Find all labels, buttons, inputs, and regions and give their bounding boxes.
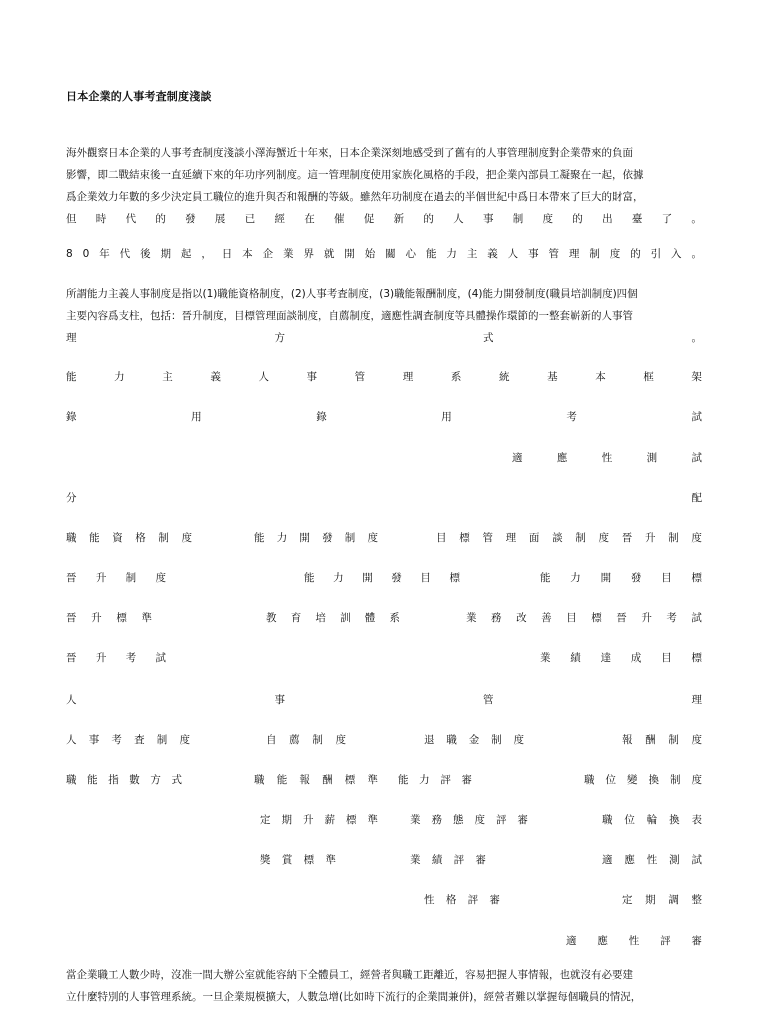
spread-glyph: 位	[624, 813, 635, 826]
spread-glyph: 。	[691, 332, 702, 344]
spread-glyph: 晉	[66, 571, 77, 584]
spread-glyph: 人	[66, 733, 77, 746]
spread-glyph: 在	[304, 213, 315, 225]
framework-cell	[66, 647, 166, 667]
spread-glyph: 引	[650, 248, 662, 260]
framework-cell	[266, 729, 346, 749]
spread-glyph: 升	[641, 611, 652, 624]
spread-glyph: 促	[363, 213, 375, 225]
spread-glyph: 統	[498, 370, 510, 383]
spread-glyph: 升	[91, 611, 102, 624]
spread-glyph: 度	[598, 531, 610, 544]
spread-glyph: 試	[691, 451, 702, 464]
spread-glyph: 關	[385, 248, 396, 260]
spread-glyph: 業	[466, 611, 477, 624]
framework-cell	[584, 769, 702, 789]
spread-glyph: 力	[570, 571, 581, 584]
paragraph-line: 海外觀察日本企業的人事考査制度淺談小澤海蟹近十年來，日本企業深刻地感受到了舊有的人事管理制度對企業帶來的負面	[66, 147, 633, 159]
spread-glyph: 數	[129, 773, 140, 786]
spread-glyph: 入	[671, 248, 682, 260]
spread-glyph: 換	[669, 813, 680, 826]
spread-glyph: 性	[646, 853, 658, 866]
spread-glyph: 評	[660, 934, 671, 947]
spread-glyph: 考	[125, 651, 137, 664]
spread-glyph: 系	[389, 611, 400, 624]
spread-glyph: 了	[661, 213, 673, 225]
spread-glyph: 開	[344, 248, 355, 260]
framework-cell	[66, 527, 192, 547]
spread-glyph: 0	[82, 248, 90, 260]
spread-glyph: 標	[116, 611, 127, 624]
paragraph-line: 爲企業效力年數的多少決定員工職位的進升與否和報酬的等級。雖然年功制度在過去的半個世紀中爲日本帶來了巨大的財富，	[66, 191, 644, 203]
spread-glyph: 出	[602, 213, 613, 225]
spread-glyph: 力	[114, 370, 125, 383]
spread-glyph: 自	[266, 733, 277, 746]
spread-glyph: 代	[119, 248, 131, 260]
spread-glyph: 應	[556, 451, 568, 464]
spread-glyph: 起	[180, 248, 192, 260]
spread-glyph: 。	[691, 248, 702, 260]
spread-glyph: 事	[528, 248, 539, 260]
spread-glyph: 評	[453, 853, 465, 866]
spread-glyph: 目	[661, 571, 672, 584]
spread-glyph: 的	[630, 248, 641, 260]
framework-cell	[602, 809, 702, 829]
spread-glyph: 度	[513, 733, 524, 746]
spread-glyph: 能	[540, 571, 551, 584]
spread-glyph: 就	[323, 248, 335, 260]
spread-glyph: 標	[346, 813, 357, 826]
framework-cell: 錄	[66, 410, 77, 423]
spread-glyph: 談	[552, 531, 563, 544]
spread-glyph: 事	[482, 213, 494, 225]
spread-glyph: 本	[595, 370, 606, 383]
framework-cell	[410, 809, 528, 829]
spread-glyph: 度	[367, 531, 378, 544]
spread-glyph: 界	[303, 248, 314, 260]
spread-glyph: 代	[125, 213, 137, 225]
spread-glyph: 能	[276, 773, 288, 786]
spread-glyph: 賞	[281, 853, 293, 866]
spread-glyph: 發	[391, 571, 402, 584]
spread-glyph: 期	[281, 813, 292, 826]
framework-cell	[398, 769, 472, 789]
framework-cell: 人	[66, 693, 77, 706]
intro-paragraph	[66, 142, 702, 230]
spread-glyph: 報	[622, 733, 633, 746]
spread-glyph: 理	[505, 531, 517, 544]
framework-cell: 試	[691, 410, 702, 423]
spread-glyph: 管	[482, 531, 493, 544]
paragraph-line: 當企業職工人數少時，沒准一間大辦公室就能容納下全體員工，經營者與職工距離近，容易把握人事情報，也就沒有必要建	[66, 969, 633, 981]
framework-heading	[66, 366, 702, 386]
document-title: 日本企業的人事考査制度淺談	[66, 90, 212, 103]
spread-glyph: 升	[95, 571, 107, 584]
spread-glyph: 度	[542, 213, 553, 225]
framework-cell	[602, 849, 702, 869]
spread-glyph: 開	[600, 571, 612, 584]
spread-glyph: 後	[140, 248, 151, 260]
spread-glyph: 制	[575, 531, 586, 544]
spread-glyph: 制	[668, 733, 679, 746]
spread-glyph: 晉	[616, 611, 627, 624]
spread-glyph: 的	[155, 213, 166, 225]
spread-glyph: 報	[299, 773, 310, 786]
framework-cell	[66, 729, 190, 749]
spread-glyph: 目	[436, 531, 447, 544]
spread-glyph: 升	[644, 531, 656, 544]
spread-glyph: 制	[156, 733, 168, 746]
spread-glyph: 發	[630, 571, 642, 584]
spread-glyph: 晉	[66, 611, 77, 624]
spread-glyph: 期	[645, 893, 656, 906]
spread-glyph: 主	[162, 370, 173, 383]
spread-glyph: 展	[214, 213, 226, 225]
spread-glyph: 調	[668, 893, 679, 906]
spread-glyph: 測	[646, 451, 658, 464]
spread-glyph: 職	[446, 733, 457, 746]
spread-glyph: 輪	[646, 813, 658, 826]
spread-glyph: 態	[453, 813, 464, 826]
framework-cell: 用	[191, 410, 202, 423]
spread-glyph: 度	[474, 813, 485, 826]
spread-glyph: 績	[431, 853, 443, 866]
spread-glyph: 制	[125, 571, 137, 584]
spread-glyph: 務	[431, 813, 442, 826]
spread-glyph: 格	[135, 531, 146, 544]
spread-glyph: 系	[450, 370, 462, 383]
framework-cell: 用	[441, 410, 452, 423]
spread-glyph: 能	[87, 773, 98, 786]
spread-glyph: 業	[283, 248, 294, 260]
framework-cell	[436, 527, 702, 547]
spread-glyph: 日	[221, 248, 233, 260]
spread-glyph: 業	[540, 651, 551, 664]
spread-glyph: 事	[306, 370, 318, 383]
spread-glyph: 試	[691, 853, 702, 866]
spread-glyph: 架	[691, 370, 702, 383]
spread-glyph: 發	[322, 531, 333, 544]
spread-glyph: 訓	[340, 611, 351, 624]
spread-glyph: 培	[315, 611, 326, 624]
spread-glyph: 本	[242, 248, 253, 260]
spread-glyph: 目	[420, 571, 431, 584]
spread-glyph: 目	[661, 651, 672, 664]
spread-glyph: 度	[335, 733, 346, 746]
definition-paragraph	[66, 283, 702, 349]
spread-glyph: 目	[566, 611, 577, 624]
spread-glyph: 定	[622, 893, 633, 906]
spread-glyph: 但	[66, 213, 77, 225]
framework-cell	[260, 809, 378, 829]
spread-glyph: 定	[260, 813, 271, 826]
framework-cell	[424, 729, 524, 749]
framework-cell	[260, 849, 336, 869]
spread-glyph: 義	[487, 248, 498, 260]
spread-glyph: 新	[393, 213, 405, 225]
spread-glyph: 績	[570, 651, 581, 664]
spread-glyph: 理	[66, 332, 77, 344]
spread-glyph: 性	[424, 893, 435, 906]
spread-glyph: 標	[591, 611, 602, 624]
spread-glyph: 審	[691, 934, 702, 947]
spread-glyph: 標	[691, 651, 702, 664]
framework-aptitude-test	[512, 447, 702, 467]
spread-glyph: 標	[449, 571, 460, 584]
eighties-paragraph	[66, 243, 702, 265]
spread-glyph: 能	[89, 531, 100, 544]
closing-paragraph	[66, 964, 702, 1008]
framework-cell	[466, 607, 702, 627]
spread-glyph: 職	[66, 531, 77, 544]
spread-glyph: 。	[691, 213, 702, 225]
framework-cell	[66, 769, 182, 789]
spread-glyph: 度	[609, 248, 621, 260]
spread-glyph: 試	[691, 611, 702, 624]
framework-cell	[622, 729, 702, 749]
spread-glyph: 理	[402, 370, 414, 383]
spread-glyph: 體	[364, 611, 376, 624]
spread-glyph: 力	[333, 571, 344, 584]
spread-glyph: 主	[466, 248, 478, 260]
spread-glyph: 換	[648, 773, 659, 786]
spread-glyph: 度	[691, 773, 702, 786]
framework-cell	[266, 607, 400, 627]
spread-glyph: 務	[491, 611, 502, 624]
spread-glyph: 制	[344, 531, 356, 544]
paragraph-line	[66, 243, 702, 265]
spread-glyph: 業	[410, 853, 421, 866]
spread-glyph: 制	[158, 531, 169, 544]
spread-glyph: 度	[155, 571, 166, 584]
spread-glyph: 期	[160, 248, 171, 260]
spread-glyph: 理	[568, 248, 580, 260]
framework-cell: 事	[274, 693, 285, 706]
framework-cell: 管	[483, 693, 494, 706]
spread-glyph: 力	[419, 773, 430, 786]
spread-glyph: 査	[134, 733, 145, 746]
framework-cell	[622, 889, 702, 909]
spread-glyph: 式	[483, 332, 494, 344]
spread-glyph: 度	[691, 531, 702, 544]
framework-cell	[304, 567, 460, 587]
spread-glyph: 管	[548, 248, 559, 260]
spread-glyph: 性	[601, 451, 613, 464]
spread-glyph: 成	[630, 651, 642, 664]
framework-cell	[540, 647, 702, 667]
spread-glyph: 始	[364, 248, 376, 260]
spread-glyph: 力	[446, 248, 457, 260]
paragraph-line: 影響，即二戰結束後一直延續下來的年功序列制度。這一管理制度使用家族化風格的手段，把企業內部員工凝聚在一起，依據	[66, 169, 644, 181]
spread-glyph: 人	[507, 248, 519, 260]
spread-glyph: 薪	[324, 813, 335, 826]
spread-glyph: 事	[88, 733, 100, 746]
spread-glyph: 的	[572, 213, 583, 225]
spread-glyph: 業	[410, 813, 421, 826]
spread-glyph: 的	[423, 213, 434, 225]
spread-glyph: 力	[276, 531, 288, 544]
spread-glyph: 達	[600, 651, 612, 664]
spread-glyph: 面	[528, 531, 540, 544]
spread-glyph: 適	[566, 934, 577, 947]
framework-cell	[540, 567, 702, 587]
spread-glyph: 準	[367, 813, 378, 826]
spread-glyph: 心	[405, 248, 417, 260]
framework-cell	[254, 769, 378, 789]
spread-glyph: 式	[171, 773, 182, 786]
spread-glyph: 準	[367, 773, 378, 786]
spread-glyph: 審	[461, 773, 472, 786]
spread-glyph: 8	[66, 248, 73, 260]
spread-glyph: 考	[666, 611, 677, 624]
spread-glyph: 義	[210, 370, 221, 383]
spread-glyph: 試	[155, 651, 166, 664]
spread-glyph: 教	[266, 611, 277, 624]
framework-cell	[66, 567, 166, 587]
spread-glyph: 變	[627, 773, 638, 786]
spread-glyph: 退	[424, 733, 435, 746]
framework-row-allocation	[66, 487, 702, 507]
spread-glyph: 審	[517, 813, 528, 826]
spread-glyph: 度	[691, 733, 702, 746]
spread-glyph: 已	[244, 213, 256, 225]
spread-glyph: 能	[398, 773, 409, 786]
spread-glyph: 人	[453, 213, 464, 225]
paragraph-line: 立什麼特別的人事管理系統。一旦企業規模擴大，人數急增(比如時下流行的企業間兼併)，經營者難以掌握每個職員的情況，	[66, 991, 642, 1003]
spread-glyph: 升	[303, 813, 314, 826]
spread-glyph: 基	[547, 370, 558, 383]
spread-glyph: 能	[425, 248, 437, 260]
spread-glyph: 準	[325, 853, 336, 866]
spread-glyph: 職	[602, 813, 613, 826]
framework-cell	[424, 889, 500, 909]
spread-glyph: 經	[274, 213, 285, 225]
spread-glyph: 能	[254, 531, 265, 544]
spread-glyph: 金	[468, 733, 480, 746]
spread-glyph: 晉	[621, 531, 633, 544]
spread-glyph: 評	[440, 773, 451, 786]
spread-glyph: 評	[496, 813, 507, 826]
spread-glyph: 表	[691, 813, 702, 826]
spread-glyph: 善	[541, 611, 552, 624]
spread-glyph: 改	[516, 611, 527, 624]
spread-glyph: 酬	[322, 773, 333, 786]
spread-glyph: 位	[605, 773, 616, 786]
paragraph-line: 主要內容爲支柱，包括：晉升制度，目標管理面談制度，自薦制度，適應性調査制度等具體操作環節的一整套嶄新的人事管	[66, 310, 633, 322]
spread-glyph: 制	[670, 773, 681, 786]
spread-glyph: 制	[512, 213, 524, 225]
paragraph-line	[66, 327, 702, 349]
spread-glyph: 格	[445, 893, 457, 906]
spread-glyph: 應	[624, 853, 635, 866]
spread-glyph: 開	[299, 531, 310, 544]
spread-glyph: 評	[467, 893, 479, 906]
spread-glyph: 年	[99, 248, 110, 260]
spread-glyph: 晉	[66, 651, 77, 664]
spread-glyph: 育	[290, 611, 302, 624]
framework-cell	[410, 849, 486, 869]
spread-glyph: 薦	[289, 733, 300, 746]
spread-glyph: 制	[491, 733, 502, 746]
spread-glyph: 性	[628, 934, 640, 947]
spread-glyph: 測	[669, 853, 680, 866]
spread-glyph: 標	[344, 773, 356, 786]
spread-glyph: 開	[362, 571, 373, 584]
spread-glyph: 適	[512, 451, 523, 464]
spread-glyph: 酬	[645, 733, 656, 746]
spread-glyph: 能	[66, 370, 77, 383]
paragraph-line	[66, 208, 702, 230]
spread-glyph: 時	[95, 213, 107, 225]
spread-glyph: 方	[150, 773, 161, 786]
spread-glyph: 度	[181, 531, 192, 544]
framework-cell: 分	[66, 491, 77, 504]
spread-glyph: 企	[262, 248, 274, 260]
spread-glyph: 制	[312, 733, 323, 746]
framework-cell: 配	[691, 491, 702, 504]
spread-glyph: 應	[597, 934, 608, 947]
spread-glyph: ，	[201, 248, 212, 260]
spread-glyph: 制	[668, 531, 679, 544]
paragraph-line: 所謂能力主義人事制度是指以(1)職能資格制度，(2)人事考査制度，(3)職能報酬制度，(4)能力開發制度(職員培訓制度)四個	[66, 288, 638, 300]
spread-glyph: 獎	[260, 853, 271, 866]
framework-cell: 考	[566, 410, 577, 423]
spread-glyph: 框	[643, 370, 654, 383]
spread-glyph: 考	[111, 733, 122, 746]
spread-glyph: 標	[303, 853, 315, 866]
spread-glyph: 催	[334, 213, 345, 225]
framework-aptitude-review	[566, 930, 702, 950]
spread-glyph: 職	[66, 773, 77, 786]
spread-glyph: 指	[108, 773, 119, 786]
framework-cell	[66, 607, 152, 627]
framework-cell	[254, 527, 378, 547]
spread-glyph: 管	[354, 370, 366, 383]
spread-glyph: 職	[254, 773, 265, 786]
spread-glyph: 標	[691, 571, 702, 584]
spread-glyph: 能	[304, 571, 315, 584]
framework-row-hiring	[66, 406, 702, 426]
spread-glyph: 資	[112, 531, 123, 544]
spread-glyph: 審	[475, 853, 486, 866]
framework-row-personnel	[66, 689, 702, 709]
spread-glyph: 整	[691, 893, 702, 906]
framework-cell: 理	[691, 693, 702, 706]
spread-glyph: 適	[602, 853, 613, 866]
spread-glyph: 制	[589, 248, 600, 260]
spread-glyph: 方	[274, 332, 285, 344]
spread-glyph: 標	[459, 531, 470, 544]
spread-glyph: 準	[141, 611, 152, 624]
spread-glyph: 發	[185, 213, 196, 225]
spread-glyph: 度	[179, 733, 190, 746]
spread-glyph: 審	[489, 893, 500, 906]
framework-cell: 錄	[316, 410, 327, 423]
spread-glyph: 升	[95, 651, 107, 664]
spread-glyph: 人	[258, 370, 269, 383]
spread-glyph: 職	[584, 773, 595, 786]
spread-glyph: 臺	[631, 213, 643, 225]
